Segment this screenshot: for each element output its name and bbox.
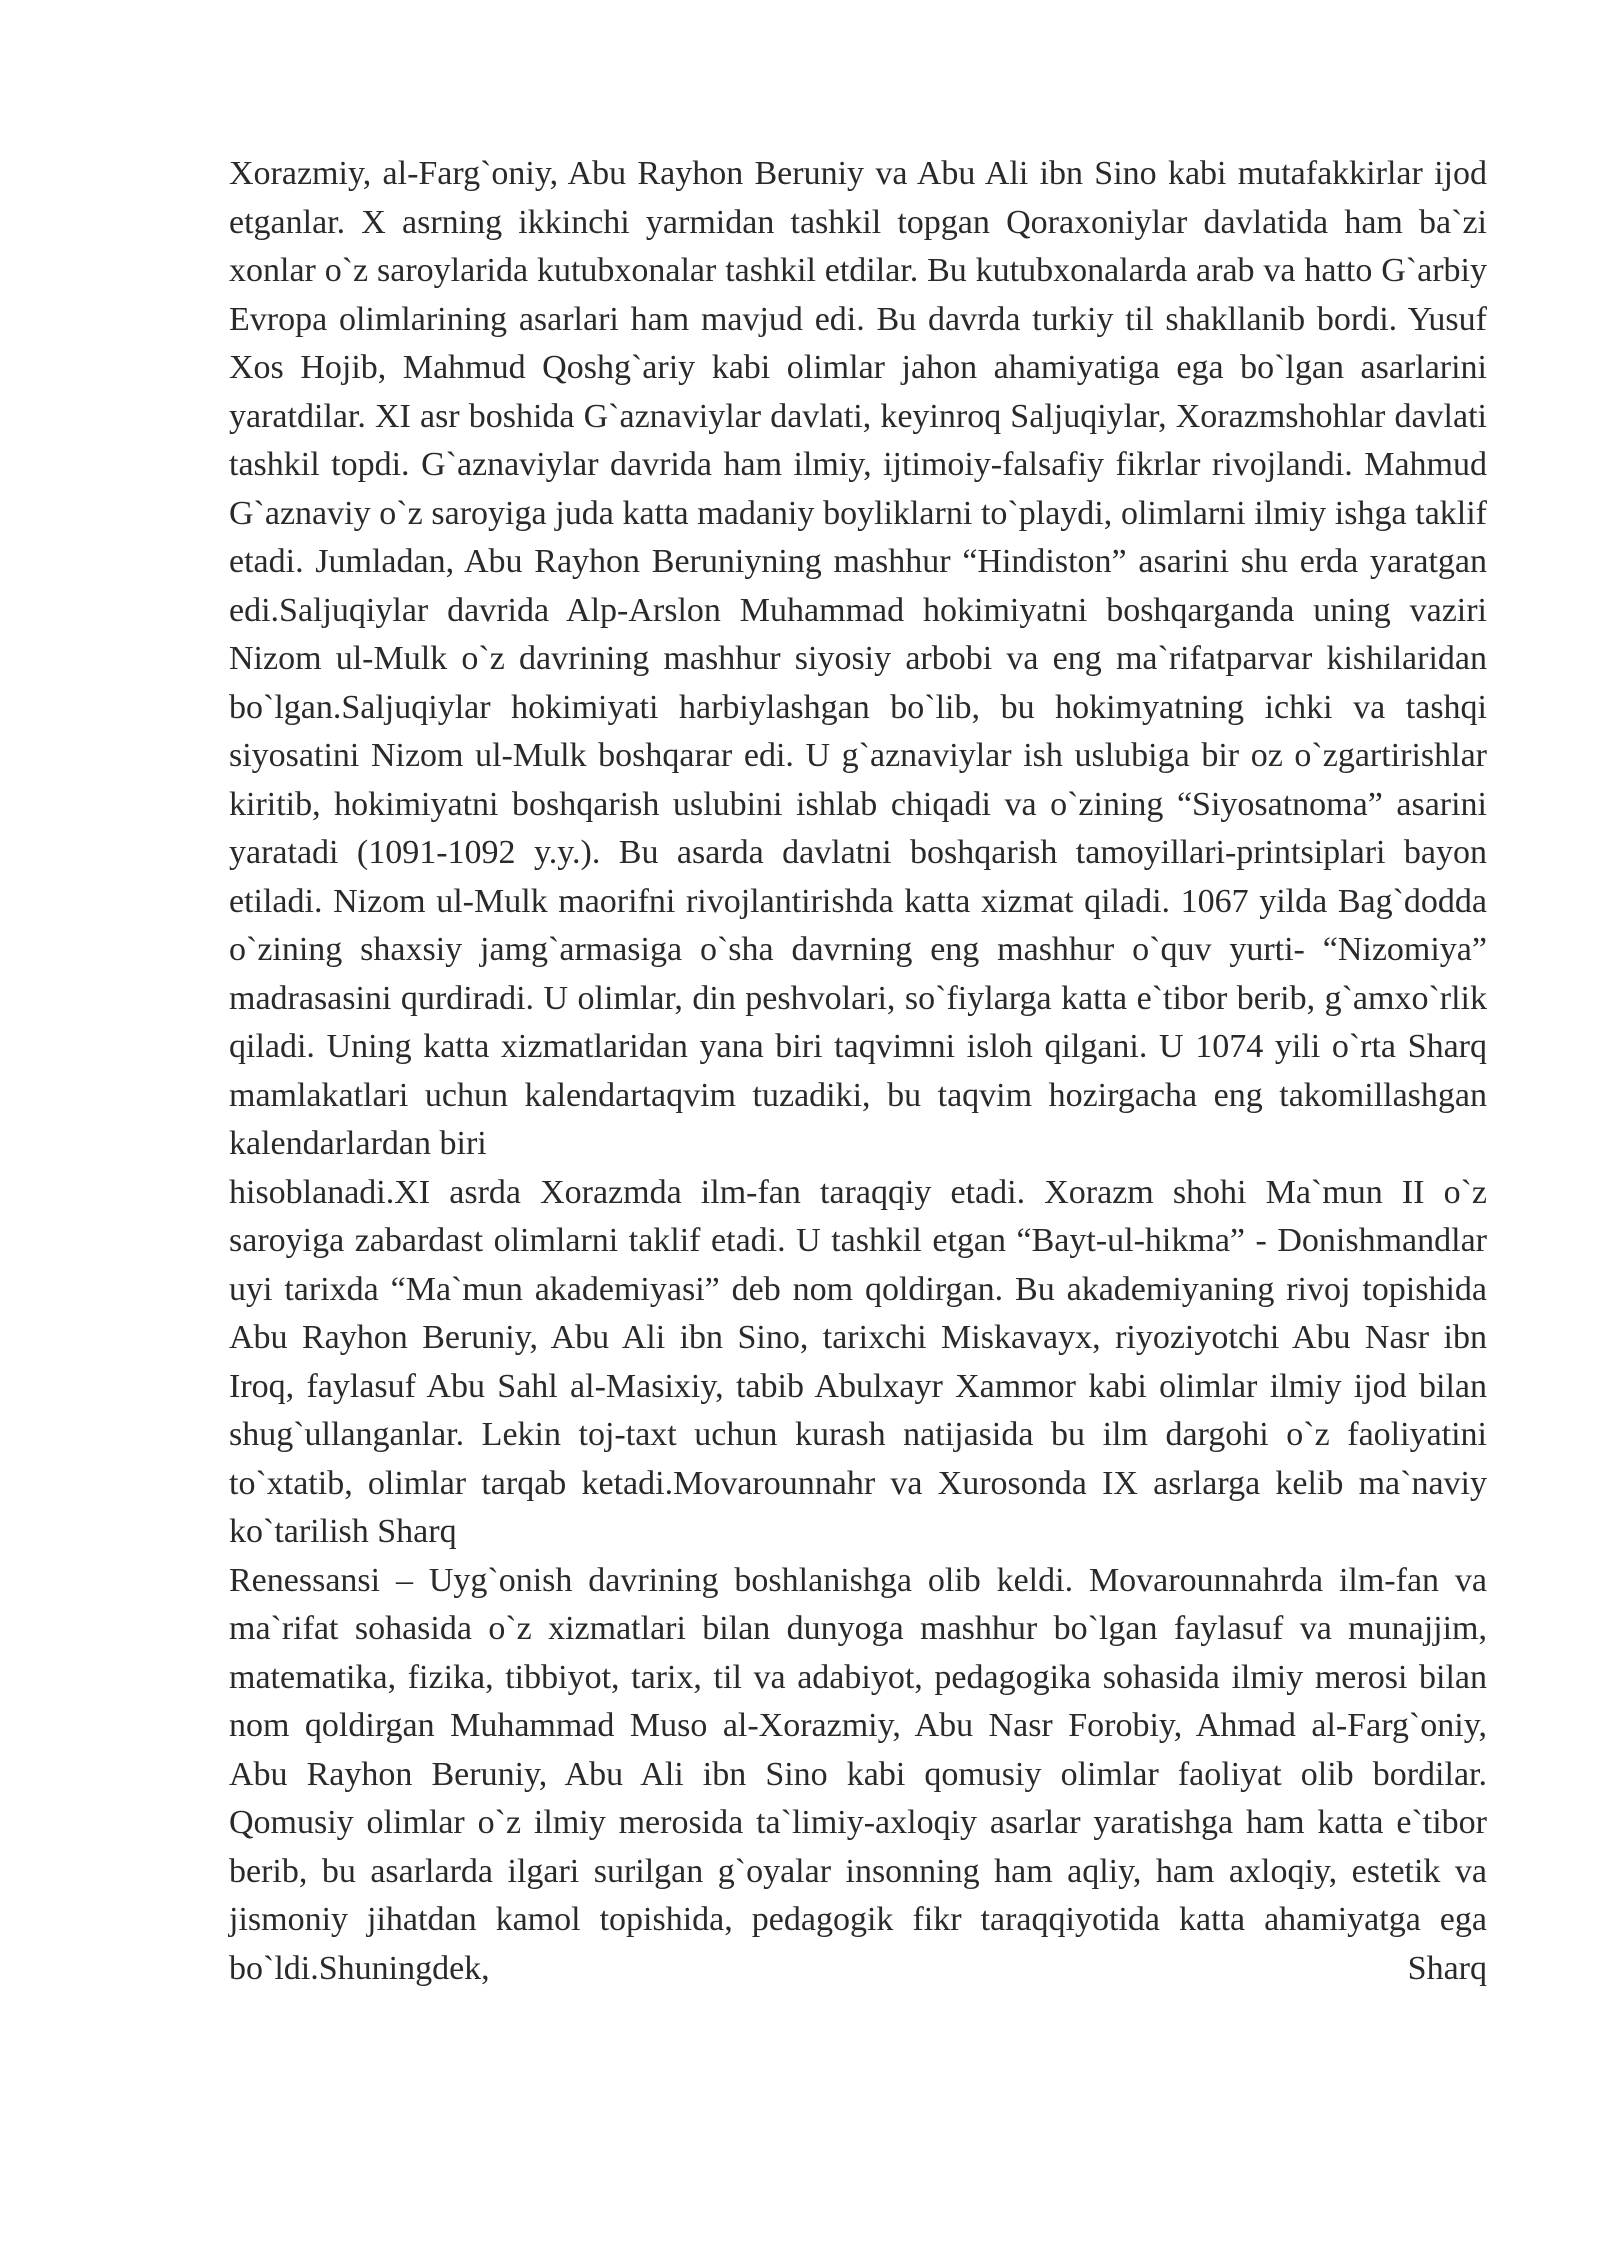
paragraph-2: hisoblanadi.XI asrda Xorazmda ilm-fan taraqqiy etadi. Xorazm shohi Ma`mun II o`z saroyiga zabardast olimlarni taklif etadi. U tashkil etgan “Bayt-ul-hikma” - Donishmandlar uyi tarixda “Ma`mun akademiyasi” deb nom qoldirgan. Bu akademiyaning rivoj topishida Abu Rayhon Beruniy, Abu Ali ibn Sino, tarixchi Miskavayx, riyoziyotchi Abu Nasr ibn Iroq, faylasuf Abu Sahl al-Masixiy, tabib Abulxayr Xammor kabi olimlar ilmiy ijod bilan shug`ullanganlar. Lekin toj-taxt uchun kurash natijasida bu ilm dargohi o`z faoliyatini to`xtatib, olimlar tarqab ketadi.Movarounnahr va Xurosonda IX asrlarga kelib ma`naviy ko`tarilish Sharq [229, 1173, 1487, 1550]
paragraph-1: Xorazmiy, al-Farg`oniy, Abu Rayhon Beruniy va Abu Ali ibn Sino kabi mutafakkirlar ijod etganlar. X asrning ikkinchi yarmidan tashkil topgan Qoraxoniylar davlatida ham ba`zi xonlar o`z saroylarida kutubxonalar tashkil etdilar. Bu kutubxonalarda arab va hatto G`arbiy Evropa olimlarining asarlari ham mavjud edi. Bu davrda turkiy til shakllanib bordi. Yusuf Xos Hojib, Mahmud Qoshg`ariy kabi olimlar jahon ahamiyatiga ega bo`lgan asarlarini yaratdilar. XI asr boshida G`aznaviylar davlati, keyinroq Saljuqiylar, Xorazmshohlar davlati tashkil topdi. G`aznaviylar davrida ham ilmiy, ijtimoiy-falsafiy fikrlar rivojlandi. Mahmud G`aznaviy o`z saroyiga juda katta madaniy boyliklarni to`playdi, olimlarni ilmiy ishga taklif etadi. Jumladan, Abu Rayhon Beruniyning mashhur “Hindiston” asarini shu erda yaratgan edi.Saljuqiylar davrida Alp-Arslon Muhammad hokimiyatni boshqarganda uning vaziri Nizom ul-Mulk o`z davrining mashhur siyosiy arbobi va eng ma`rifatparvar kishilaridan bo`lgan.Saljuqiylar hokimiyati harbiylashgan bo`lib, bu hokimyatning ichki va tashqi siyosatini Nizom ul-Mulk boshqarar edi. U g`aznaviylar ish uslubiga bir oz o`zgartirishlar kiritib, hokimiyatni boshqarish uslubini ishlab chiqadi va o`zining “Siyosatnoma” asarini yaratadi (1091-1092 y.y.). Bu asarda davlatni boshqarish tamoyillari-printsiplari bayon etiladi. Nizom ul-Mulk maorifni rivojlantirishda katta xizmat qiladi. 1067 yilda Bag`dodda o`zining shaxsiy jamg`armasiga o`sha davrning eng mashhur o`quv yurti- “Nizomiya” madrasasini qurdiradi. U olimlar, din peshvolari, so`fiylarga katta e`tibor berib, g`amxo`rlik qiladi. Uning katta xizmatlaridan yana biri taqvimni isloh qilgani. U 1074 yili o`rta Sharq mamlakatlari uchun kalendartaqvim tuzadiki, bu taqvim hozirgacha eng takomillashgan kalendarlardan biri [229, 155, 1487, 1162]
document-body [229, 150, 1487, 1993]
paragraph-3: Renessansi – Uyg`onish davrining boshlanishga olib keldi. Movarounnahrda ilm-fan va ma`rifat sohasida o`z xizmatlari bilan dunyoga mashhur bo`lgan faylasuf va munajjim, matematika, fizika, tibbiyot, tarix, til va adabiyot, pedagogika sohasida ilmiy merosi bilan nom qoldirgan Muhammad Muso al-Xorazmiy, Abu Nasr Forobiy, Ahmad al-Farg`oniy, Abu Rayhon Beruniy, Abu Ali ibn Sino kabi qomusiy olimlar faoliyat olib bordilar. Qomusiy olimlar o`z ilmiy merosida ta`limiy-axloqiy asarlar yaratishga ham katta e`tibor berib, bu asarlarda ilgari surilgan g`oyalar insonning ham aqliy, ham axloqiy, estetik va jismoniy jihatdan kamol topishida, pedagogik fikr taraqqiyotida katta ahamiyatga ega bo`ldi.Shuningdek, Sharq [229, 1561, 1487, 1987]
